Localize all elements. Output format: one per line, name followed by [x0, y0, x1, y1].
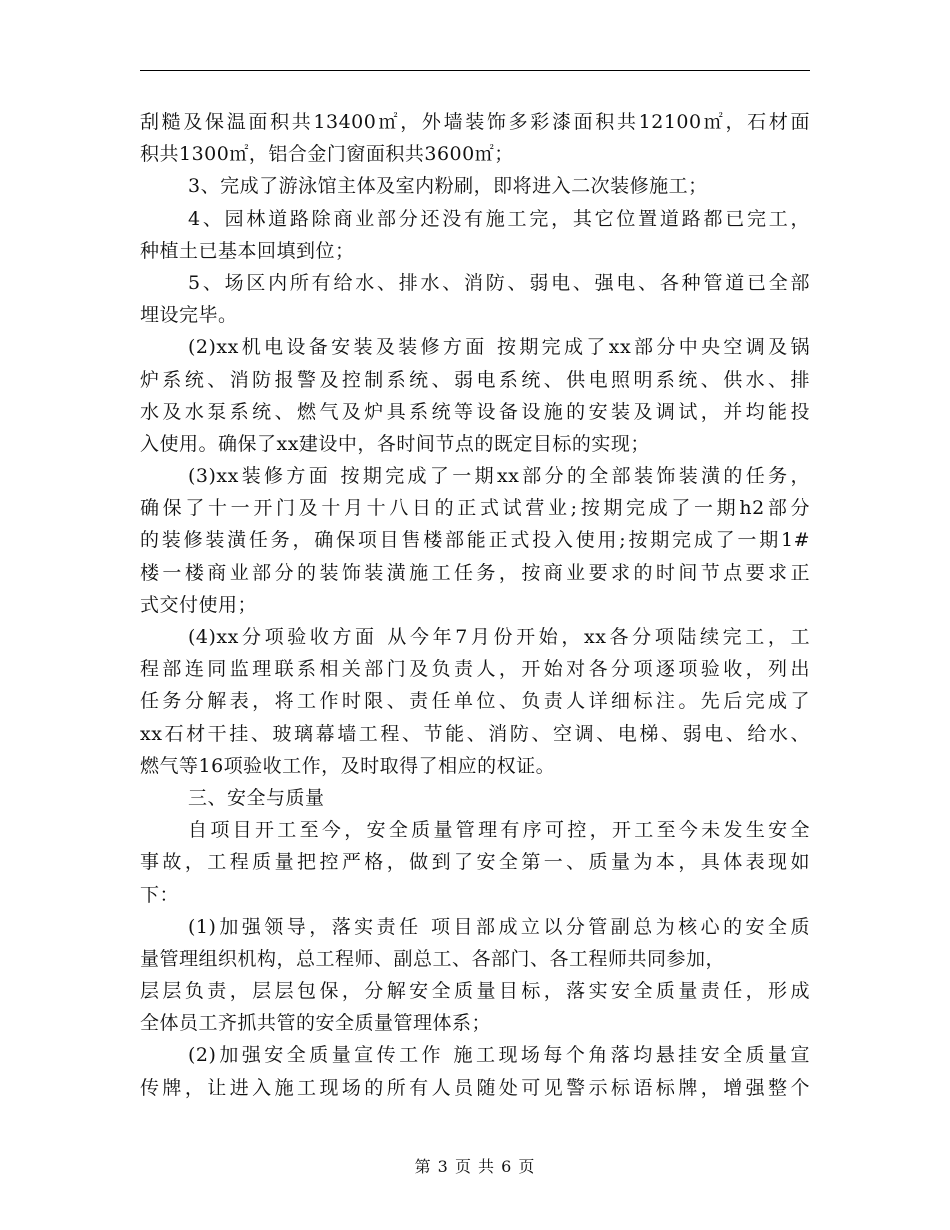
page-number-footer: 第 3 页 共 6 页: [414, 1157, 536, 1176]
text-line: 的装修装潢任务，确保项目售楼部能正式投入使用;按期完成了一期1#: [140, 529, 810, 552]
text-line: 埋设完毕。: [140, 304, 238, 327]
text-line: (1)加强领导，落实责任 项目部成立以分管副总为核心的安全质: [188, 915, 810, 938]
document-body: [140, 106, 810, 1104]
text-line: 刮糙及保温面积共13400㎡，外墙装饰多彩漆面积共12100㎡，石材面: [140, 111, 810, 133]
header-rule: [140, 70, 810, 71]
text-line: 水及水泵系统、燃气及炉具系统等设备设施的安装及调试，并均能投: [140, 400, 810, 423]
text-line: 程部连同监理联系相关部门及负责人，开始对各分项逐项验收，列出: [140, 658, 810, 681]
text-line: 燃气等16项验收工作，及时取得了相应的权证。: [140, 754, 556, 777]
text-line: 4、园林道路除商业部分还没有施工完，其它位置道路都已完工，: [188, 207, 810, 230]
text-line: 下：: [140, 883, 180, 906]
text-line: 式交付使用；: [140, 593, 258, 616]
text-line: 层层负责，层层包保，分解安全质量目标，落实安全质量责任，形成: [140, 980, 810, 1003]
text-line: 积共1300㎡，铝合金门窗面积共3600㎡；: [140, 143, 514, 166]
text-line: 炉系统、消防报警及控制系统、弱电系统、供电照明系统、供水、排: [140, 368, 810, 391]
text-line: (4)xx分项验收方面 从今年7月份开始，xx各分项陆续完工，工: [188, 626, 810, 648]
text-line: 全体员工齐抓共管的安全质量管理体系；: [140, 1012, 492, 1035]
text-line: 楼一楼商业部分的装饰装潢施工任务，按商业要求的时间节点要求正: [140, 561, 810, 584]
text-line: 5、场区内所有给水、排水、消防、弱电、强电、各种管道已全部: [188, 271, 810, 294]
text-line: 三、安全与质量: [188, 786, 325, 809]
text-line: xx石材干挂、玻璃幕墙工程、节能、消防、空调、电梯、弱电、给水、: [140, 722, 810, 745]
text-line: 事故，工程质量把控严格，做到了安全第一、质量为本，具体表现如: [140, 851, 810, 874]
text-line: (2)xx机电设备安装及装修方面 按期完成了xx部分中央空调及锅: [188, 336, 810, 359]
text-line: 3、完成了游泳馆主体及室内粉刷，即将进入二次装修施工；: [188, 175, 708, 198]
text-line: 种植土已基本回填到位；: [140, 239, 355, 262]
text-line: (2)加强安全质量宣传工作 施工现场每个角落均悬挂安全质量宣: [188, 1044, 810, 1067]
text-line: 传牌，让进入施工现场的所有人员随处可见警示标语标牌，增强整个: [140, 1076, 810, 1099]
text-line: 自项目开工至今，安全质量管理有序可控，开工至今未发生安全: [188, 819, 810, 842]
text-line: 量管理组织机构，总工程师、副总工、各部门、各工程师共同参加，: [140, 947, 726, 970]
text-line: 确保了十一开门及十月十八日的正式试营业;按期完成了一期h2部分: [140, 497, 810, 520]
text-line: (3)xx装修方面 按期完成了一期xx部分的全部装饰装潢的任务，: [188, 465, 810, 488]
text-line: 入使用。确保了xx建设中，各时间节点的既定目标的实现；: [140, 432, 650, 455]
text-line: 任务分解表，将工作时限、责任单位、负责人详细标注。先后完成了: [140, 690, 810, 713]
